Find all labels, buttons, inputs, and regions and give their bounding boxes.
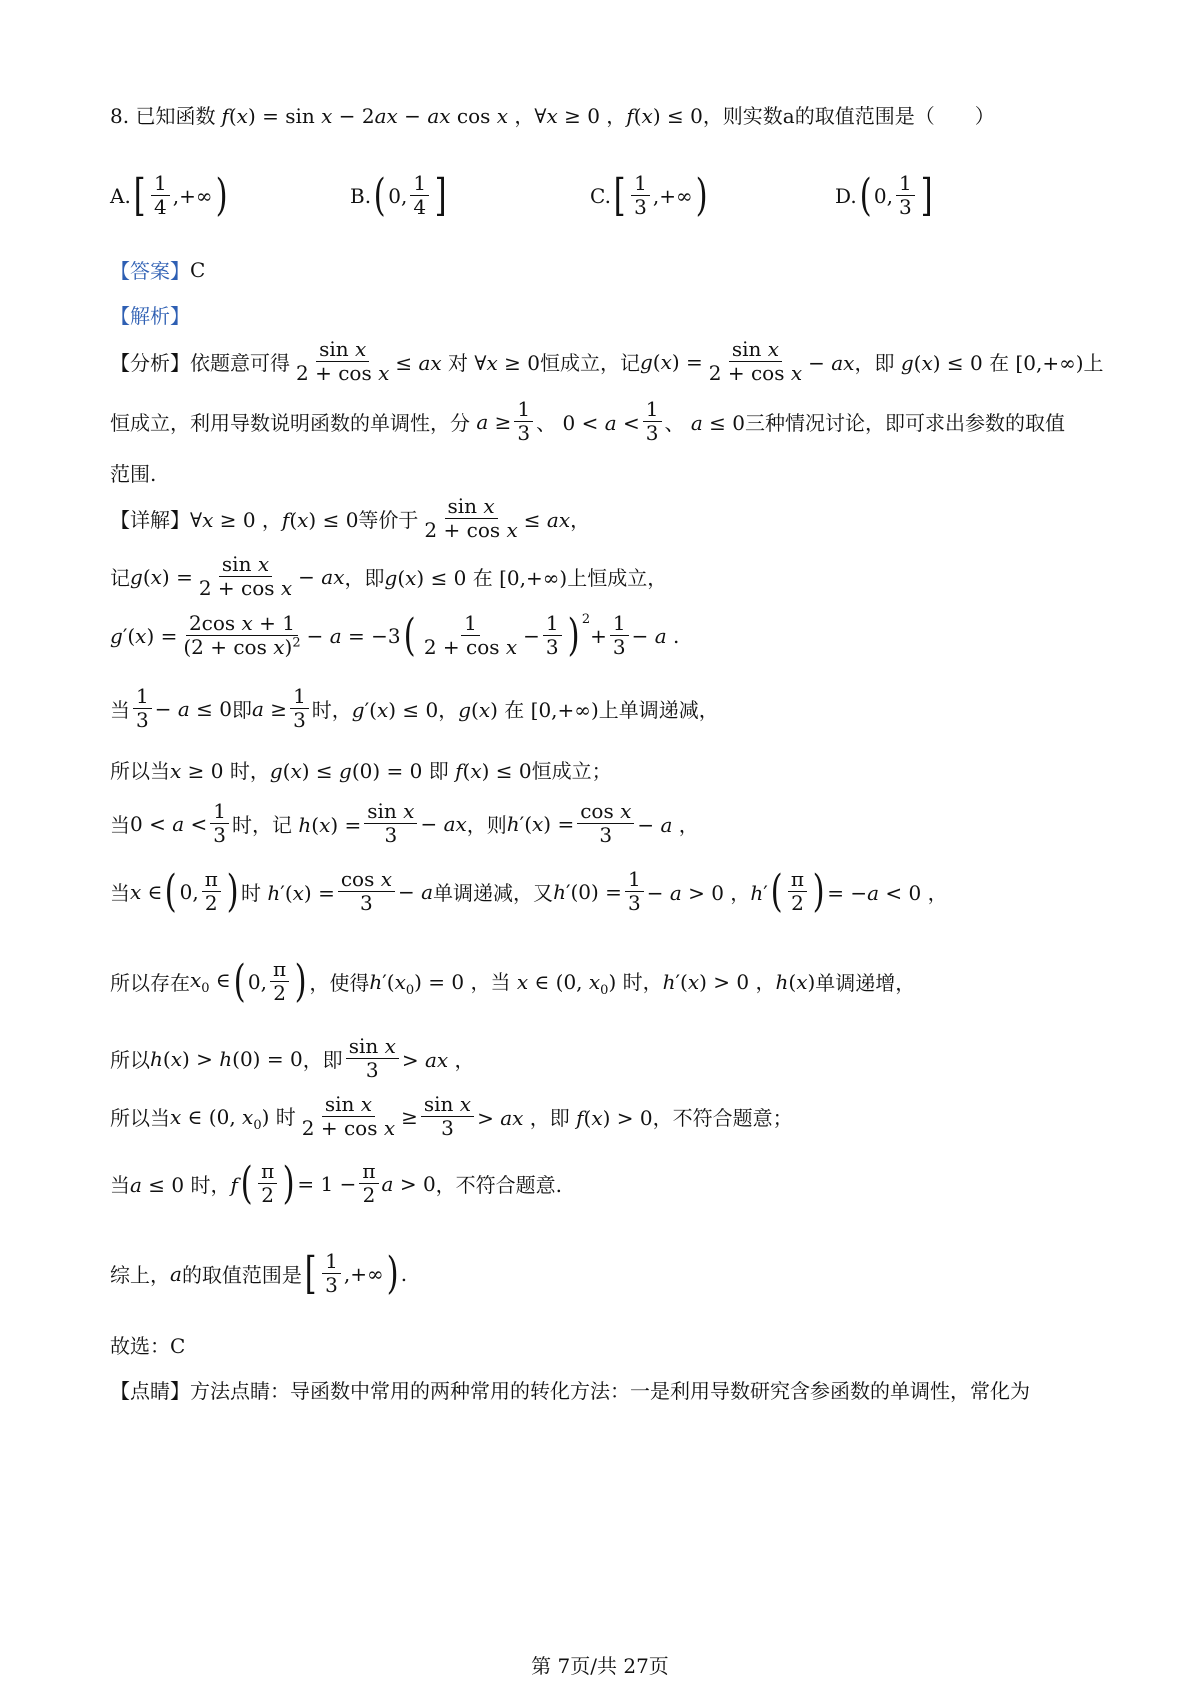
detail-line-4: 当 $\frac{1}{3}$ − a ≤ 0 即 a ≥ $\frac{1}{3}$ 时， g′(x) ≤ 0，g(x) 在 [0,+∞) 上单调递减， xyxy=(110,684,719,732)
detail-line-6: 当 0 < a < $\frac{1}{3}$ 时，记 h(x) = $\frac{\text{sin x}}{3}$ − ax ，则 h′(x) = $\frac{\text{cos x}}{3}$ − a ， xyxy=(110,799,699,847)
detail-line-5: 所以当 x ≥ 0 时，g(x) ≤ g(0) = 0 即 f(x) ≤ 0 恒成立； xyxy=(110,759,612,783)
guxuan-line: 故选：C xyxy=(110,1334,186,1358)
analysis-heading xyxy=(110,300,190,329)
summary-line: 综上， a 的取值范围是 [ $\frac{1}{3}$ ,+∞ ) . xyxy=(110,1247,408,1299)
option-c[interactable]: C. [ $\frac{1}{3}$ ,+∞ ) xyxy=(590,169,708,221)
question-prefix: 8. 已知函数 xyxy=(110,104,216,128)
fenxi-line-2: 恒成立，利用导数说明函数的单调性，分 a ≥ $\frac{1}{3}$ 、 0 < a < $\frac{1}{3}$ 、 a ≤ 0 三种情况讨论，即可求出参数的取值 xyxy=(110,397,1066,445)
detail-line-7: 当 x ∈ ( 0, $\frac{\pi}{2}$ ) 时 h′(x) = $\frac{\text{cos x}}{3}$ − a 单调递减，又 h′(0) = $\frac{1}{3}$ − a > 0 ，h′ ( $\frac{\pi}{2}$ ) = −a < 0 ， xyxy=(110,865,948,917)
detail-line-11: 当 a ≤ 0 时，f ( $\frac{\pi}{2}$ ) = 1 − $\frac{\pi}{2}$ a > 0 ，不符合题意. xyxy=(110,1157,563,1209)
option-a[interactable]: A. [ $\frac{1}{4}$ ,+∞ ) xyxy=(110,169,228,221)
detail-line-3: g′(x) = $\frac{\text{2cos x + 1}}{(2 + \cos x)^2}$ − a = −3 ( $\frac{1}{\text{2 + cos x}}$ − $\frac{1}{3}$ ) $^2$ + $\frac{1}{3}$ − a . xyxy=(110,609,680,661)
option-b[interactable]: B. ( 0, $\frac{1}{4}$ ] xyxy=(350,169,447,221)
answer-value: C xyxy=(190,257,206,282)
question-formula: f(x) = sin x − 2ax − ax cos x ，∀x ≥ 0 ，f(x) ≤ 0 xyxy=(221,104,703,128)
detail-line-1: 【详解】 ∀x ≥ 0 ，f(x) ≤ 0 等价于 $\frac{\text{sin x}}{\text{2 + cos x}}$ ≤ ax， xyxy=(110,494,591,542)
option-d[interactable]: D. ( 0, $\frac{1}{3}$ ] xyxy=(835,169,933,221)
detail-line-10: 所以当 x ∈ (0, $x_0$) 时 $\frac{\text{sin x}}{\text{2 + cos x}}$ ≥ $\frac{\text{sin x}}{3}$ > ax ，即 f(x) > 0 ，不符合题意； xyxy=(110,1092,793,1140)
answer-tag: 【答案】 xyxy=(110,259,190,283)
detail-line-2: 记 g(x) = $\frac{\text{sin x}}{\text{2 + cos x}}$ − ax ，即 g(x) ≤ 0 在 [0,+∞) 上恒成立， xyxy=(110,552,668,600)
dianjing-line: 【点睛】 方法点睛：导函数中常用的两种常用的转化方法：一是利用导数研究含参函数的单调性，常化为 xyxy=(110,1379,1030,1403)
answer-line xyxy=(110,255,205,284)
detail-line-9: 所以 h(x) > h(0) = 0 ，即 $\frac{\text{sin x}}{3}$ > ax ， xyxy=(110,1034,475,1082)
fenxi-line-3: 范围. xyxy=(110,462,157,486)
detail-line-8: 所以存在 $x_0$ ∈ ( 0, $\frac{\pi}{2}$ ) ，使得 $h'(x_0) = 0$ ，当 x ∈ (0, $x_0$) 时，h′(x) > 0 ，h(x) 单调递增， xyxy=(110,955,916,1007)
page-footer: 第 7页/共 27页 xyxy=(531,1654,669,1678)
question-rest: ，则实数a的取值范围是（ ） xyxy=(702,104,995,128)
analysis-tag: 【解析】 xyxy=(110,304,190,328)
question-line xyxy=(110,100,995,129)
fenxi-line-1: 【分析】 依题意可得 $\frac{\text{sin x}}{\text{2 + cos x}}$ ≤ ax 对 ∀x ≥ 0 恒成立，记 g(x) = $\frac{\text{sin x}}{\text{2 + cos x}}$ − ax，即 g(x) ≤ 0 在 [0,+∞) 上 xyxy=(110,337,1104,385)
